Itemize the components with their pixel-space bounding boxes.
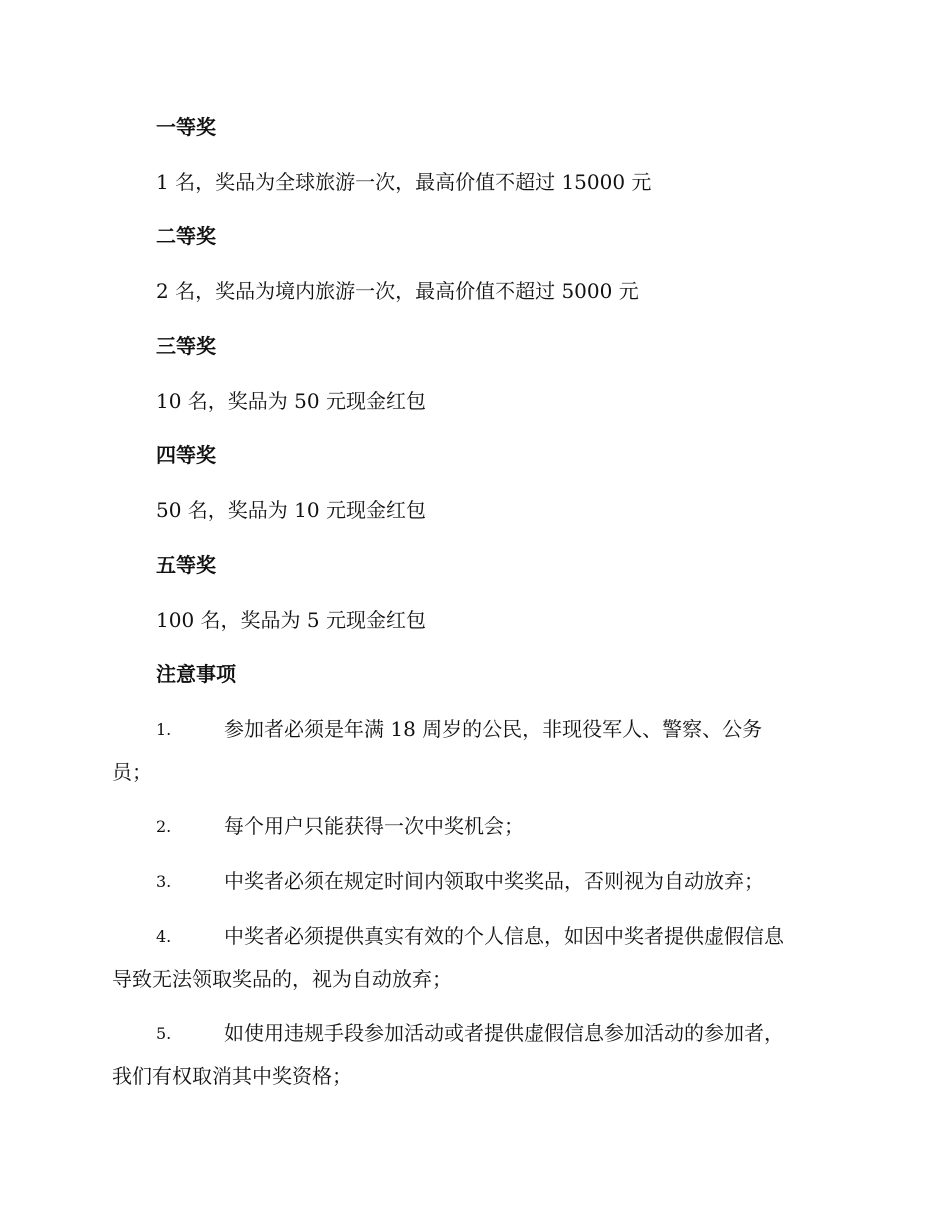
note-5-text-continued: 我们有权取消其中奖资格； (112, 1064, 352, 1088)
note-3-text: 中奖者必须在规定时间内领取中奖奖品，否则视为自动放弃； (224, 869, 764, 893)
notes-title: 注意事项 (156, 662, 236, 686)
prize-4-detail: 50 名，奖品为 10 元现金红包 (156, 498, 426, 522)
prize-4-title: 四等奖 (156, 443, 216, 467)
prize-2-detail: 2 名，奖品为境内旅游一次，最高价值不超过 5000 元 (156, 279, 639, 303)
prize-5-detail: 100 名，奖品为 5 元现金红包 (156, 608, 426, 632)
note-4-text-continued: 导致无法领取奖品的，视为自动放弃； (112, 967, 452, 991)
prize-1-detail: 1 名，奖品为全球旅游一次，最高价值不超过 15000 元 (156, 170, 652, 194)
note-5-text: 如使用违规手段参加活动或者提供虚假信息参加活动的参加者， (224, 1021, 784, 1045)
note-5-number: 5. (156, 1024, 172, 1043)
note-1-number: 1. (156, 720, 172, 739)
note-1-text-continued: 员； (112, 760, 152, 784)
note-4-number: 4. (156, 927, 172, 946)
prize-2-title: 二等奖 (156, 224, 216, 248)
prize-3-detail: 10 名，奖品为 50 元现金红包 (156, 389, 426, 413)
note-2-text: 每个用户只能获得一次中奖机会； (224, 814, 524, 838)
prize-3-title: 三等奖 (156, 334, 216, 358)
note-2-number: 2. (156, 817, 172, 836)
note-4-text: 中奖者必须提供真实有效的个人信息，如因中奖者提供虚假信息 (224, 924, 784, 948)
note-1-text: 参加者必须是年满 18 周岁的公民，非现役军人、警察、公务 (224, 717, 763, 741)
prize-1-title: 一等奖 (156, 115, 216, 139)
note-3-number: 3. (156, 872, 172, 891)
prize-5-title: 五等奖 (156, 553, 216, 577)
